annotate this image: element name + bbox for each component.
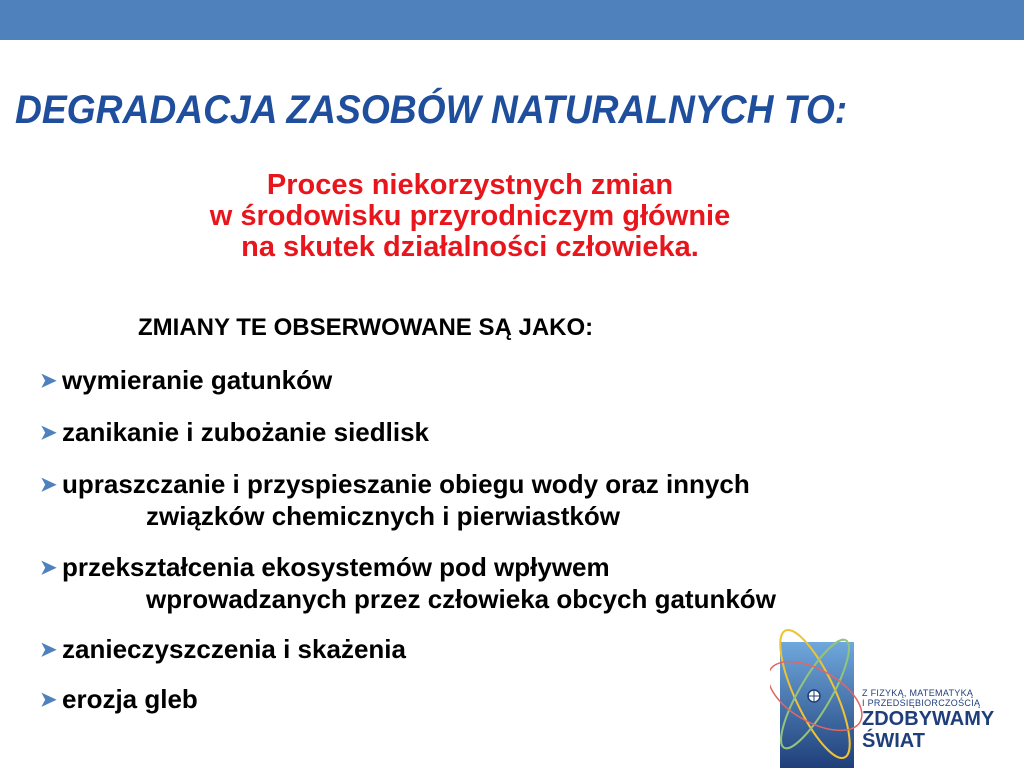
logo-wordmark: ŚWIAT: [862, 730, 925, 752]
arrowhead-bullet-icon: ➤: [40, 689, 57, 711]
top-bar: [0, 0, 1024, 40]
logo-wordmark: ZDOBYWAMY: [862, 708, 995, 730]
list-item: [40, 468, 1000, 532]
logo-text: [862, 688, 994, 752]
bullet-text-continuation: wprowadzanych przez człowieka obcych gatunków: [146, 584, 776, 614]
slide-title: DEGRADACJA ZASOBÓW NATURALNYCH TO:: [15, 88, 848, 132]
list-item: [40, 364, 1000, 396]
bullet-text-continuation: związków chemicznych i pierwiastków: [146, 501, 620, 531]
bullet-text: przekształcenia ekosystemów pod wpływem: [62, 552, 610, 582]
logo-tagline: I PRZEDSIĘBIORCZOŚCIĄ: [862, 698, 981, 708]
bullet-text: zanieczyszczenia i skażenia: [62, 634, 406, 664]
logo-tagline: Z FIZYKĄ, MATEMATYKĄ: [862, 688, 974, 698]
arrowhead-bullet-icon: ➤: [40, 557, 57, 579]
arrowhead-bullet-icon: ➤: [40, 639, 57, 661]
definition-line: Proces niekorzystnych zmian: [266, 169, 674, 201]
list-item: [40, 416, 1000, 448]
bullet-text: erozja gleb: [62, 684, 198, 714]
definition-line: w środowisku przyrodniczym głównie: [209, 200, 731, 232]
bullet-text: wymieranie gatunków: [62, 365, 333, 395]
bullet-text: upraszczanie i przyspieszanie obiegu wody oraz innych: [62, 469, 750, 499]
arrowhead-bullet-icon: ➤: [40, 370, 57, 392]
definition-text: [60, 170, 880, 263]
list-item: [40, 551, 1000, 615]
arrowhead-bullet-icon: ➤: [40, 422, 57, 444]
arrowhead-bullet-icon: ➤: [40, 474, 57, 496]
bullet-text: zanikanie i zubożanie siedlisk: [62, 417, 430, 447]
definition-line: na skutek działalności człowieka.: [241, 231, 699, 263]
subheading: ZMIANY TE OBSERWOWANE SĄ JAKO:: [138, 314, 594, 341]
